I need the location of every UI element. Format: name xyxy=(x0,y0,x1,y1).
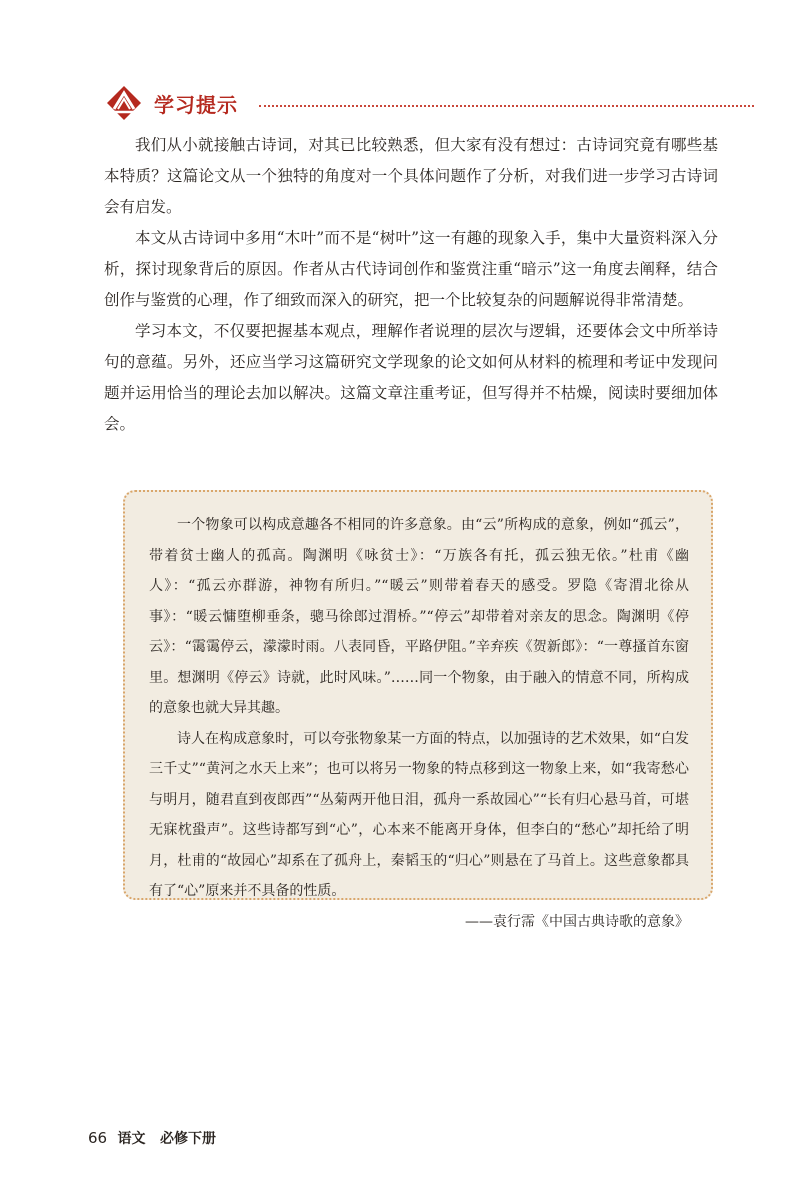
quote-paragraph-1: 一个物象可以构成意趣各不相同的许多意象。由“云”所构成的意象，例如“孤云”，带着贫士幽人的孤高。陶渊明《咏贫士》：“万族各有托，孤云独无依。”杜甫《幽人》：“孤云亦群游，神物有所归。”“暖云”则带着春天的感受。罗隐《寄渭北徐从事》：“暖云慵堕柳垂条，骢马徐郎过渭桥。”“停云”却带着对亲友的思念。陶渊明《停云》：“霭霭停云，濛濛时雨。八表同昏，平路伊阻。”辛弃疾《贺新郎》：“一尊搔首东窗里。想渊明《停云》诗就，此时风味。”……同一个物象，由于融入的情意不同，所构成的意象也就大异其趣。 xyxy=(149,517,689,716)
intro-paragraph-1: 我们从小就接触古诗词，对其已比较熟悉，但大家有没有想过：古诗词究竟有哪些基本特质？这篇论文从一个独特的角度对一个具体问题作了分析，对我们进一步学习古诗词会有启发。 xyxy=(104,136,718,216)
intro-paragraph-3: 学习本文，不仅要把握基本观点，理解作者说理的层次与逻辑，还要体会文中所举诗句的意蕴。另外，还应当学习这篇研究文学现象的论文如何从材料的梳理和考证中发现问题并运用恰当的理论去加以解决。这篇文章注重考证，但写得并不枯燥，阅读时要细加体会。 xyxy=(104,322,718,433)
book-title: 语文 xyxy=(117,1131,146,1147)
quotation-box xyxy=(123,490,713,930)
header-divider xyxy=(259,105,754,107)
section-title: 学习提示 xyxy=(154,93,238,117)
intro-paragraph-2: 本文从古诗词中多用“木叶”而不是“树叶”这一有趣的现象入手，集中大量资料深入分析，探讨现象背后的原因。作者从古代诗词创作和鉴赏注重“暗示”这一角度去阐释，结合创作与鉴赏的心理，作了细致而深入的研究，把一个比较复杂的问题解说得非常清楚。 xyxy=(104,229,718,309)
page-footer xyxy=(88,1128,216,1148)
section-badge-icon xyxy=(104,83,144,123)
quote-attribution: ——袁行霈《中国古典诗歌的意象》 xyxy=(465,913,689,930)
page-number: 66 xyxy=(88,1129,108,1147)
book-volume: 必修下册 xyxy=(160,1131,216,1147)
quote-paragraph-2: 诗人在构成意象时，可以夸张物象某一方面的特点，以加强诗的艺术效果，如“白发三千丈”“黄河之水天上来”；也可以将另一物象的特点移到这一物象上来，如“我寄愁心与明月，随君直到夜郎西”“丛菊两开他日泪，孤舟一系故园心”“长有归心悬马首，可堪无寐枕蛩声”。这些诗都写到“心”，心本来不能离开身体，但李白的“愁心”却托给了明月，杜甫的“故园心”却系在了孤舟上，秦韬玉的“归心”则悬在了马首上。这些意象都具有了“心”原来并不具备的性质。 xyxy=(149,730,689,899)
section-header xyxy=(104,83,754,123)
study-tips-text xyxy=(104,130,718,440)
